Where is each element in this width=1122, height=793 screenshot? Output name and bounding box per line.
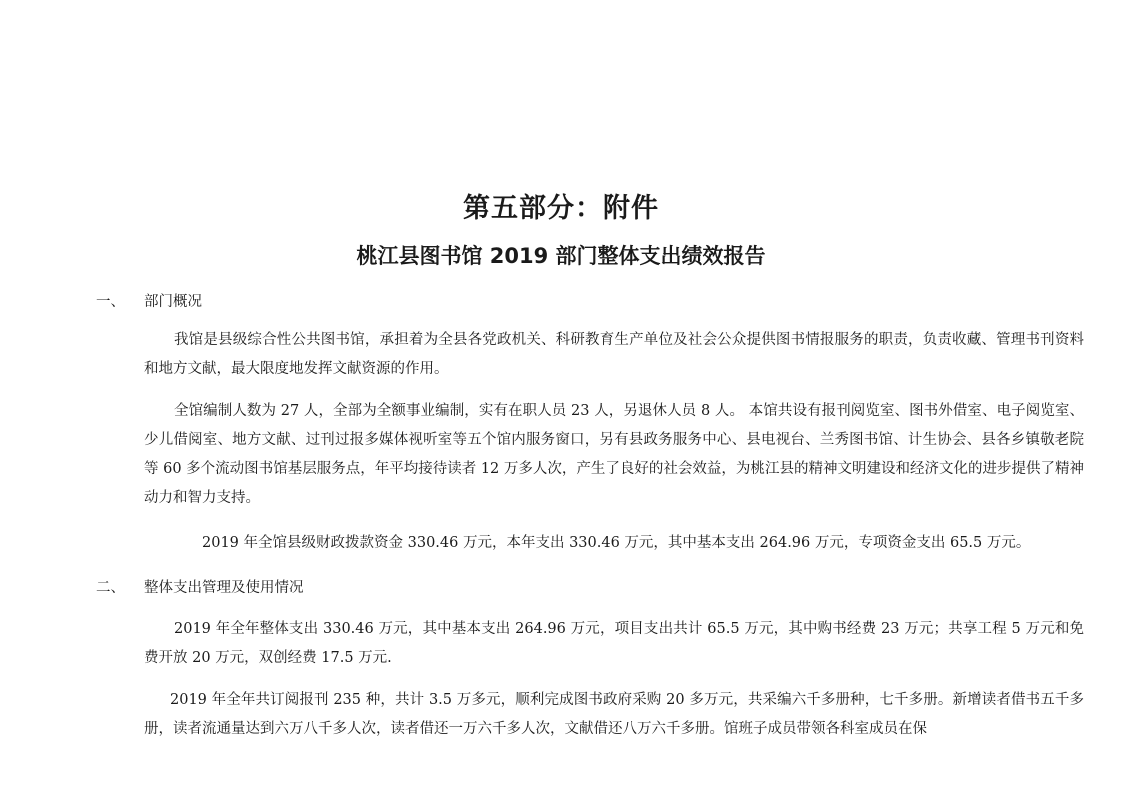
section-title: 部门概况: [144, 294, 202, 310]
section-number: 一、: [96, 294, 125, 310]
paragraph-staffing: 全馆编制人数为 27 人，全部为全额事业编制，实有在职人员 23 人，另退休人员 8 人。 本馆共设有报刊阅览室、图书外借室、电子阅览室、少儿借阅室、地方文献、过刊过报多媒体视听室等五个馆内服务窗口，另有县政务服务中心、县电视台、兰秀图书馆、计生协会、县各乡镇敬老院等 60 多个流动图书馆基层服务点，年平均接待读者 12 万多人次，产生了良好的社会效益，为桃江县的精神文明建设和经济文化的进步提供了精神动力和智力支持。: [144, 403, 1084, 506]
section-heading-2: [96, 576, 304, 597]
report-title: 桃江县图书馆 2019 部门整体支出绩效报告: [356, 244, 766, 268]
paragraph-funding: 2019 年全馆县级财政拨款资金 330.46 万元，本年支出 330.46 万元，其中基本支出 264.96 万元，专项资金支出 65.5 万元。: [202, 535, 1031, 551]
section-heading-1: [96, 290, 202, 311]
section-title: 整体支出管理及使用情况: [144, 580, 304, 596]
paragraph-overview: 我馆是县级综合性公共图书馆，承担着为全县各党政机关、科研教育生产单位及社会公众提供图书情报服务的职责，负责收藏、管理书刊资料和地方文献，最大限度地发挥文献资源的作用。: [144, 332, 1084, 377]
paragraph-work-summary: 2019 年全年共订阅报刊 235 种，共计 3.5 万多元，顺利完成图书政府采购 20 多万元，共采编六千多册种，七千多册。新增读者借书五千多册，读者流通量达到六万八千多人次，读者借还一万六千多人次，文献借还八万六千多册。馆班子成员带领各科室成员在保: [144, 692, 1084, 737]
paragraph-expenditure: 2019 年全年整体支出 330.46 万元，其中基本支出 264.96 万元，项目支出共计 65.5 万元，其中购书经费 23 万元；共享工程 5 万元和免费开放 20 万元，双创经费 17.5 万元.: [144, 621, 1084, 666]
section-number: 二、: [96, 580, 125, 596]
part-title: 第五部分：附件: [463, 193, 659, 224]
